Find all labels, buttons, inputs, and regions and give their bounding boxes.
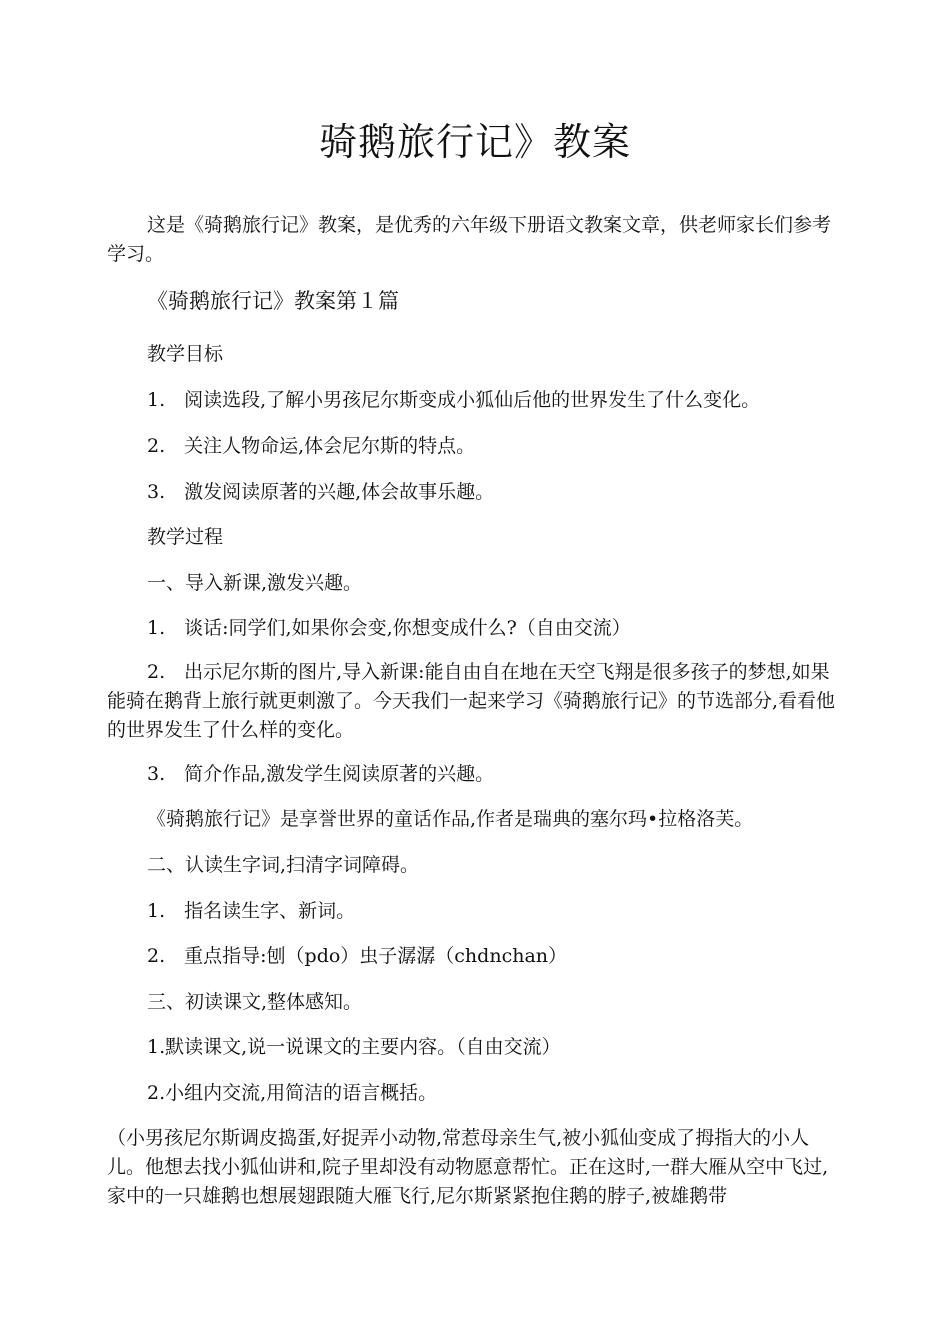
goal-item: 3. 激发阅读原著的兴趣,体会故事乐趣。 bbox=[147, 481, 495, 503]
step3-summary: （小男孩尼尔斯调皮捣蛋,好捉弄小动物,常惹母亲生气,被小狐仙变成了拇指大的小人儿。他想去找小狐仙讲和,院子里却没有动物愿意帮忙。正在这时,一群大雁从空中飞过,家中的一只雄鹅也想展翅跟随大雁飞行,尼尔斯紧紧抱住鹅的脖子,被雄鹅带 bbox=[107, 1127, 829, 1207]
step3-heading: 三、初读课文,整体感知。 bbox=[147, 991, 363, 1013]
process-heading: 教学过程 bbox=[147, 526, 224, 548]
step2-heading: 二、认读生字词,扫清字词障碍。 bbox=[147, 854, 420, 876]
step1-note: 《骑鹅旅行记》是享誉世界的童话作品,作者是瑞典的塞尔玛•拉格洛芙。 bbox=[147, 808, 754, 830]
document-title: 骑鹅旅行记》教案 bbox=[318, 120, 631, 164]
step1-item: 1. 谈话:同学们,如果你会变,你想变成什么?（自由交流） bbox=[147, 617, 631, 639]
step3-item: 2.小组内交流,用简洁的语言概括。 bbox=[147, 1082, 438, 1104]
step3-item: 1.默读课文,说一说课文的主要内容。（自由交流） bbox=[147, 1036, 561, 1058]
goal-item: 2. 关注人物命运,体会尼尔斯的特点。 bbox=[147, 435, 476, 457]
step1-item: 2. 出示尼尔斯的图片,导入新课:能自由自在地在天空飞翔是很多孩子的梦想,如果能骑在鹅背上旅行就更刺激了。今天我们一起来学习《骑鹅旅行记》的节选部分,看看他的世界发生了什么样的变化。 bbox=[107, 661, 836, 741]
section-heading: 《骑鹅旅行记》教案第１篇 bbox=[147, 289, 399, 313]
step1-heading: 一、导入新课,激发兴趣。 bbox=[147, 572, 363, 594]
goal-item: 1. 阅读选段,了解小男孩尼尔斯变成小狐仙后他的世界发生了什么变化。 bbox=[147, 389, 761, 411]
step1-item: 3. 简介作品,激发学生阅读原著的兴趣。 bbox=[147, 763, 495, 785]
goals-heading: 教学目标 bbox=[147, 343, 224, 365]
intro-paragraph: 这是《骑鹅旅行记》教案，是优秀的六年级下册语文教案文章，供老师家长们参考学习。 bbox=[107, 214, 832, 265]
step2-item: 2. 重点指导:刨（pdo）虫子潺潺（chdnchan） bbox=[147, 945, 568, 967]
step2-item: 1. 指名读生字、新词。 bbox=[147, 900, 356, 922]
